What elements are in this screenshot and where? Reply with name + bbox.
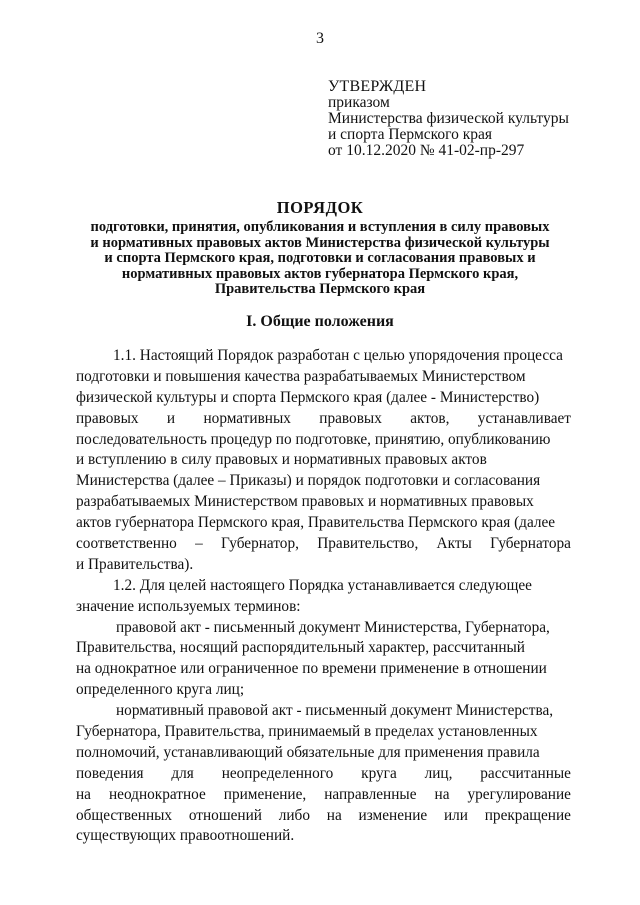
paragraph-line: 1.1. Настоящий Порядок разработан с целью упорядочения процесса <box>113 347 563 364</box>
word: Губернатор, <box>221 535 299 553</box>
word: устанавливает <box>477 409 571 427</box>
section-heading: I. Общие положения <box>246 313 394 330</box>
subtitle-line: Правительства Пермского края <box>214 281 426 297</box>
word: актов, <box>410 409 450 427</box>
subtitle-line: и нормативных правовых актов Министерства физической культуры <box>90 234 550 251</box>
page-number: 3 <box>316 30 324 47</box>
paragraph-line: на однократное или ограниченное по времени применение в отношении <box>76 660 547 678</box>
word: – <box>195 535 203 553</box>
word: нормативных <box>203 409 291 427</box>
word: на <box>76 785 91 803</box>
word: правовых <box>319 409 382 427</box>
paragraph-line: подготовки и повышения качества разрабатываемых Министерством <box>76 367 526 385</box>
word: неопределенного <box>221 764 334 782</box>
approval-heading: УТВЕРЖДЕН <box>328 78 427 95</box>
word: для <box>171 764 194 782</box>
approval-line: от 10.12.2020 № 41-02-пр-297 <box>328 142 525 159</box>
paragraph-line: нормативный правовой акт - письменный документ Министерства, <box>116 702 554 720</box>
word: прекращение <box>484 806 571 824</box>
document-subtitle <box>60 220 580 298</box>
subtitle-line: нормативных правовых актов губернатора Пермского края, <box>121 265 519 282</box>
paragraph-line: разрабатываемых Министерством правовых и нормативных правовых <box>76 493 534 511</box>
word: рассчитанные <box>480 764 571 782</box>
word: Акты <box>436 535 472 553</box>
paragraph-line: полномочий, устанавливающий обязательные для применения правила <box>76 743 540 761</box>
word: общественных <box>76 806 173 824</box>
approval-line: Министерства физической культуры <box>328 110 569 127</box>
paragraph-line: Министерства (далее – Приказы) и порядок подготовки и согласования <box>76 472 541 490</box>
word: изменение <box>358 806 428 824</box>
word: отношений <box>188 806 262 824</box>
body-text <box>76 346 571 847</box>
document-title: ПОРЯДОК <box>276 198 364 217</box>
paragraph-line: и Правительства). <box>76 555 194 573</box>
approval-line: приказом <box>328 94 390 111</box>
word: на <box>434 785 450 803</box>
word: неоднократное <box>108 785 206 803</box>
paragraph-line: 1.2. Для целей настоящего Порядка устанавливается следующее <box>113 576 532 594</box>
approval-line: и спорта Пермского края <box>328 126 493 143</box>
word: Губернатора <box>490 535 571 553</box>
subtitle-line: и спорта Пермского края, подготовки и согласования правовых и <box>104 250 536 266</box>
word: урегулирование <box>467 785 571 803</box>
word: применение, <box>223 785 307 803</box>
word: правовых <box>76 409 139 427</box>
paragraph-line: и вступлению в силу правовых и нормативных правовых актов <box>76 451 487 469</box>
word: круга <box>361 764 397 782</box>
paragraph-line: значение используемых терминов: <box>76 597 301 615</box>
subtitle-line: подготовки, принятия, опубликования и вступления в силу правовых <box>90 219 550 235</box>
paragraph-line <box>76 764 571 785</box>
paragraph-line: Правительства, носящий распорядительный характер, рассчитанный <box>76 639 525 657</box>
word: или <box>443 806 468 824</box>
paragraph-line: последовательность процедур по подготовке, принятию, опубликованию <box>76 430 551 448</box>
paragraph-line <box>76 806 571 827</box>
paragraph-line: существующих правоотношений. <box>76 827 295 845</box>
word: лиц, <box>424 764 453 782</box>
approval-block <box>328 79 569 159</box>
word: направленные <box>324 785 417 803</box>
word: и <box>166 409 176 427</box>
paragraph-line <box>76 785 571 806</box>
paragraph-line <box>76 534 571 555</box>
paragraph-line: физической культуры и спорта Пермского края (далее - Министерство) <box>76 388 540 406</box>
word: на <box>326 806 342 824</box>
word: Правительство, <box>317 535 419 553</box>
paragraph-line: Губернатора, Правительства, принимаемый в пределах установленных <box>76 723 538 741</box>
word: либо <box>278 806 310 824</box>
paragraph-line <box>76 409 571 430</box>
paragraph-line: актов губернатора Пермского края, Правительства Пермского края (далее <box>76 514 556 532</box>
paragraph-line: правовой акт - письменный документ Министерства, Губернатора, <box>116 618 550 636</box>
paragraph-line: определенного круга лиц; <box>76 681 245 699</box>
word: поведения <box>76 764 144 782</box>
word: соответственно <box>76 535 177 553</box>
